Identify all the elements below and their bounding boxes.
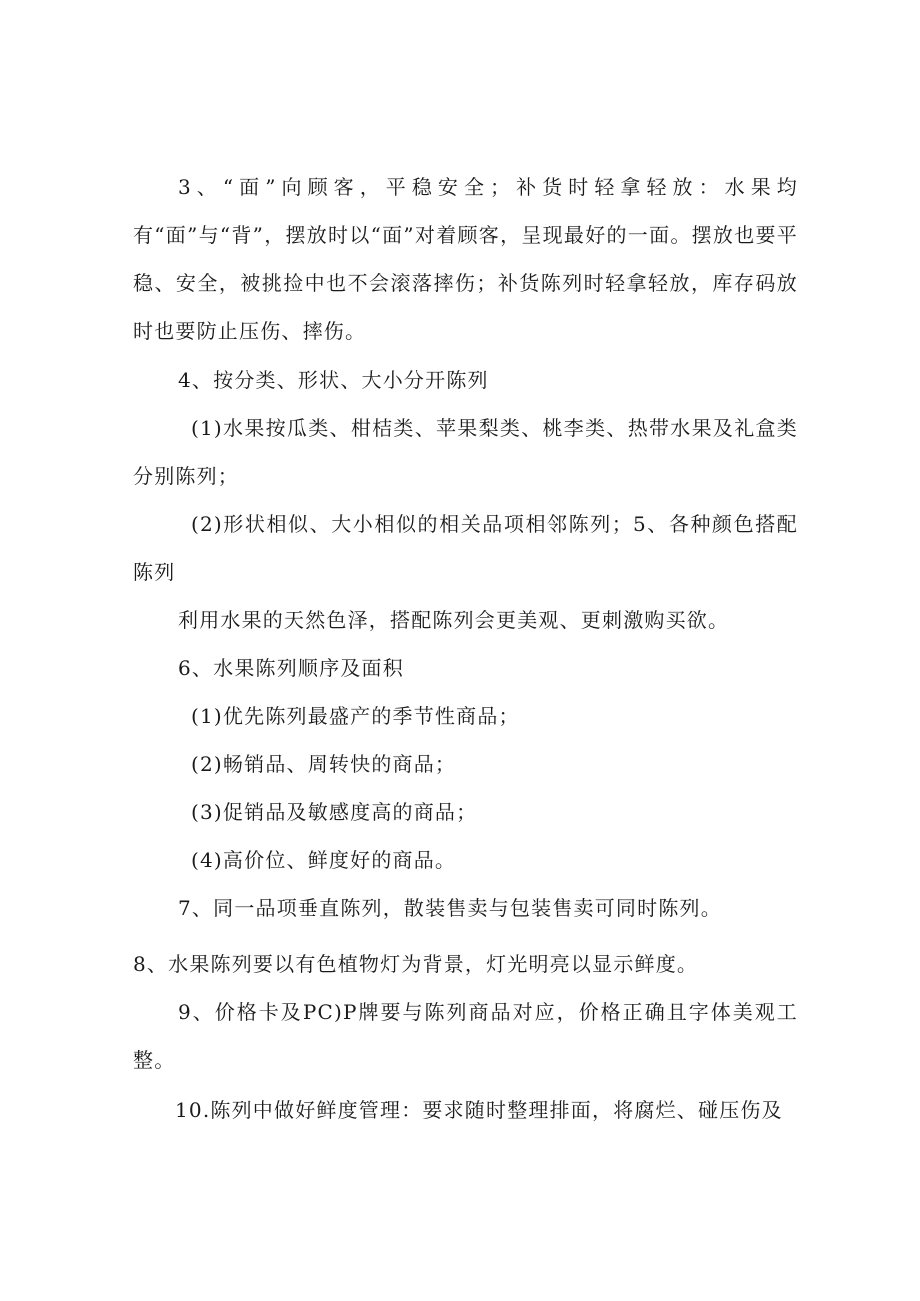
heading-display-order: 6、水果陈列顺序及面积 [178,656,404,680]
paragraph-vertical-display: 7、同一品项垂直陈列，散装售卖与包装售卖可同时陈列。 [178,896,722,920]
list-item-seasonal: (1)优先陈列最盛产的季节性商品； [191,704,520,728]
list-item-promotions: (3)促销品及敏感度高的商品； [191,800,478,824]
list-item-fruit-categories: (1)水果按瓜类、柑桔类、苹果梨类、桃李类、热带水果及礼盒类分别陈列； [133,416,798,488]
paragraph-display-facing: 3、“面”向顾客，平稳安全；补货时轻拿轻放：水果均有“面”与“背”，摆放时以“面”对着顾客，呈现最好的一面。摆放也要平稳、安全，被挑捡中也不会滚落摔伤；补货陈列时轻拿轻放，库存码放时也要防止压伤、摔伤。 [133,175,798,343]
list-item-bestsellers: (2)畅销品、周转快的商品； [191,752,457,776]
list-item-similar-shapes: (2)形状相似、大小相似的相关品项相邻陈列；5、各种颜色搭配陈列 [133,512,798,584]
paragraph-price-cards: 9、价格卡及PC)P牌要与陈列商品对应，价格正确且字体美观工整。 [133,1000,798,1072]
paragraph-freshness-management: 10.陈列中做好鲜度管理：要求随时整理排面，将腐烂、碰压伤及 [175,1098,783,1122]
paragraph-lighting: 8、水果陈列要以有色植物灯为背景，灯光明亮以显示鲜度。 [133,952,699,976]
list-item-high-price: (4)高价位、鲜度好的商品。 [191,848,457,872]
heading-sort-by-category: 4、按分类、形状、大小分开陈列 [178,368,489,392]
paragraph-natural-colors: 利用水果的天然色泽，搭配陈列会更美观、更刺激购买欲。 [178,608,730,632]
